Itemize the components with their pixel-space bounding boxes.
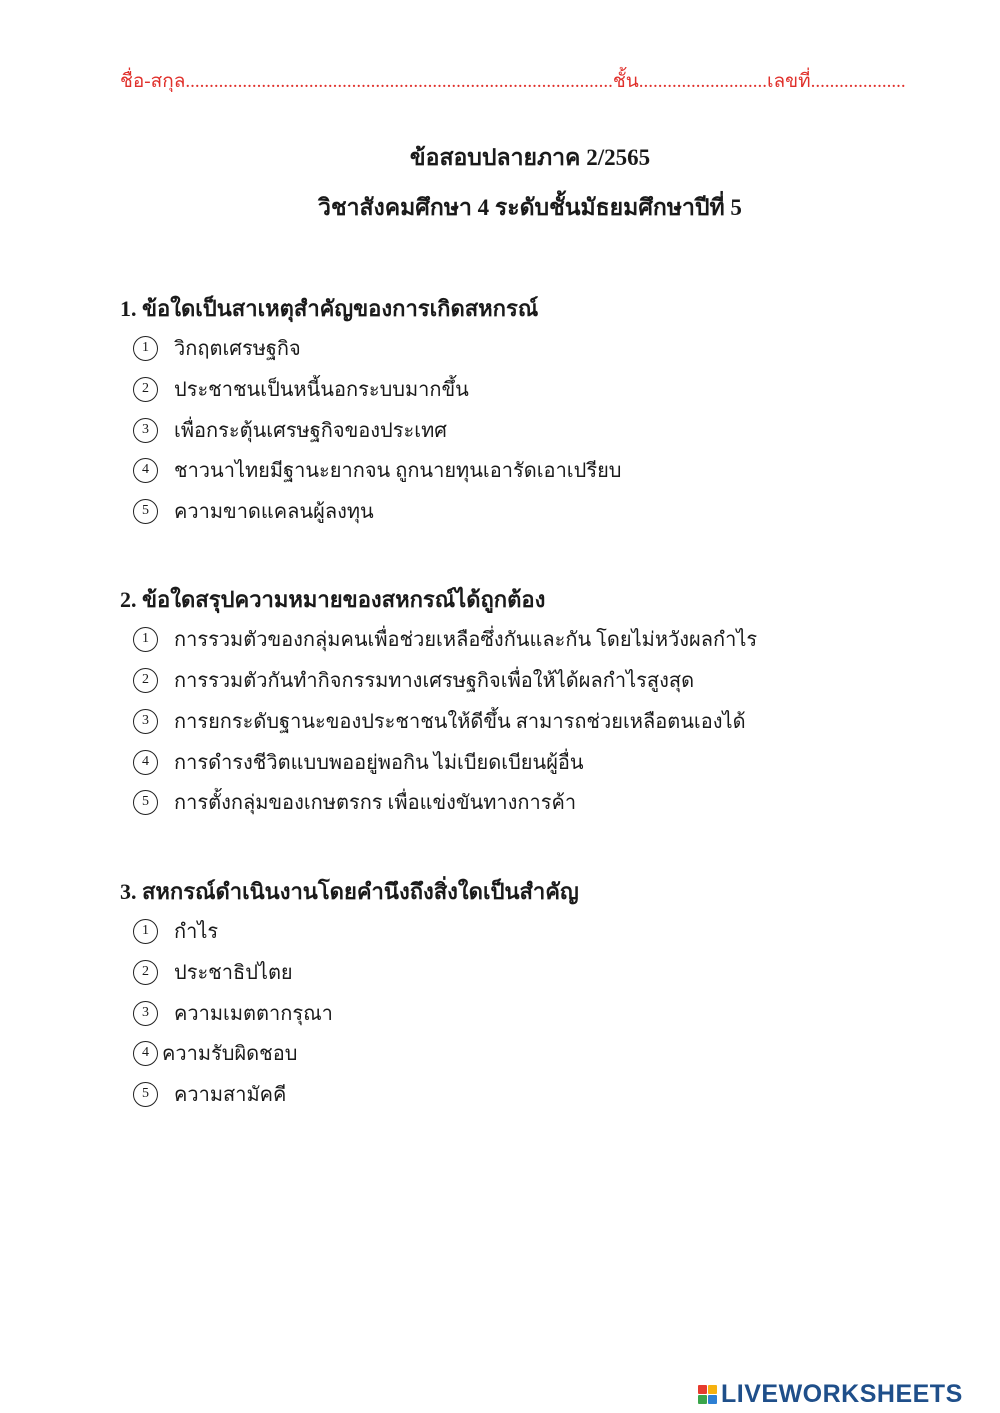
q1-option-3[interactable] bbox=[133, 415, 447, 445]
option-text: การรวมตัวกันทำกิจกรรมทางเศรษฐกิจเพื่อให้ได้ผลกำไรสูงสุด bbox=[174, 670, 695, 692]
question-3: 3. สหกรณ์ดำเนินงานโดยคำนึงถึงสิ่งใดเป็นสำคัญ bbox=[120, 879, 579, 904]
q3-option-5[interactable] bbox=[133, 1079, 286, 1109]
option-number-circle[interactable]: 4 bbox=[133, 750, 158, 775]
q3-option-1[interactable] bbox=[133, 916, 218, 946]
option-text: เพื่อกระตุ้นเศรษฐกิจของประเทศ bbox=[174, 420, 447, 442]
option-number-circle[interactable]: 2 bbox=[133, 377, 158, 402]
option-number-circle[interactable]: 5 bbox=[133, 499, 158, 524]
option-text: ชาวนาไทยมีฐานะยากจน ถูกนายทุนเอารัดเอาเปรียบ bbox=[174, 460, 622, 482]
q3-option-2[interactable] bbox=[133, 957, 293, 987]
question-1: 1. ข้อใดเป็นสาเหตุสำคัญของการเกิดสหกรณ์ bbox=[120, 296, 539, 321]
q2-option-2[interactable] bbox=[133, 665, 694, 695]
option-number-circle[interactable]: 5 bbox=[133, 1082, 158, 1107]
liveworksheets-logo-text: LIVEWORKSHEETS bbox=[721, 1379, 963, 1408]
option-number-circle[interactable]: 1 bbox=[133, 627, 158, 652]
option-text: วิกฤตเศรษฐกิจ bbox=[174, 338, 301, 360]
option-text: การตั้งกลุ่มของเกษตรกร เพื่อแข่งขันทางการค้า bbox=[174, 792, 577, 814]
logo-square-blue bbox=[708, 1395, 717, 1404]
option-text: ความเมตตากรุณา bbox=[174, 1003, 333, 1025]
option-number-circle[interactable]: 2 bbox=[133, 668, 158, 693]
q3-option-4[interactable] bbox=[133, 1038, 297, 1068]
option-text: ความรับผิดชอบ bbox=[162, 1043, 298, 1065]
option-text: ประชาธิปไตย bbox=[174, 962, 293, 984]
liveworksheets-logo-icon bbox=[698, 1385, 717, 1404]
option-text: ประชาชนเป็นหนี้นอกระบบมากขึ้น bbox=[174, 379, 469, 401]
option-number-circle[interactable]: 2 bbox=[133, 960, 158, 985]
q2-option-4[interactable] bbox=[133, 747, 584, 777]
question-2: 2. ข้อใดสรุปความหมายของสหกรณ์ได้ถูกต้อง bbox=[120, 587, 546, 612]
q3-option-3[interactable] bbox=[133, 998, 333, 1028]
student-info-line: ชื่อ-สกุล..........................................................................................ชั้น...........................เลขที่.................... bbox=[120, 71, 906, 92]
option-number-circle[interactable]: 3 bbox=[133, 1001, 158, 1026]
logo-square-yellow bbox=[708, 1385, 717, 1394]
exam-title: ข้อสอบปลายภาค 2/2565 bbox=[409, 145, 651, 170]
q2-option-1[interactable] bbox=[133, 624, 757, 654]
exam-subtitle: วิชาสังคมศึกษา 4 ระดับชั้นมัธยมศึกษาปีที่ 5 bbox=[318, 195, 742, 220]
q2-option-5[interactable] bbox=[133, 787, 576, 817]
q2-option-3[interactable] bbox=[133, 706, 746, 736]
q1-option-4[interactable] bbox=[133, 455, 621, 485]
option-number-circle[interactable]: 5 bbox=[133, 790, 158, 815]
liveworksheets-logo[interactable] bbox=[698, 1379, 963, 1409]
option-number-circle[interactable]: 4 bbox=[133, 458, 158, 483]
option-text: กำไร bbox=[174, 921, 219, 943]
option-number-circle[interactable]: 4 bbox=[133, 1041, 158, 1066]
q1-option-5[interactable] bbox=[133, 496, 374, 526]
option-text: ความสามัคคี bbox=[174, 1084, 287, 1106]
option-text: การยกระดับฐานะของประชาชนให้ดีขึ้น สามารถช่วยเหลือตนเองได้ bbox=[174, 711, 746, 733]
option-number-circle[interactable]: 1 bbox=[133, 919, 158, 944]
option-text: การดำรงชีวิตแบบพออยู่พอกิน ไม่เบียดเบียนผู้อื่น bbox=[174, 752, 584, 774]
q1-option-2[interactable] bbox=[133, 374, 469, 404]
option-text: การรวมตัวของกลุ่มคนเพื่อช่วยเหลือซึ่งกันและกัน โดยไม่หวังผลกำไร bbox=[174, 629, 758, 651]
option-number-circle[interactable]: 3 bbox=[133, 418, 158, 443]
option-number-circle[interactable]: 1 bbox=[133, 336, 158, 361]
q1-option-1[interactable] bbox=[133, 333, 301, 363]
option-number-circle[interactable]: 3 bbox=[133, 709, 158, 734]
logo-square-red bbox=[698, 1385, 707, 1394]
logo-square-green bbox=[698, 1395, 707, 1404]
option-text: ความขาดแคลนผู้ลงทุน bbox=[174, 501, 374, 523]
